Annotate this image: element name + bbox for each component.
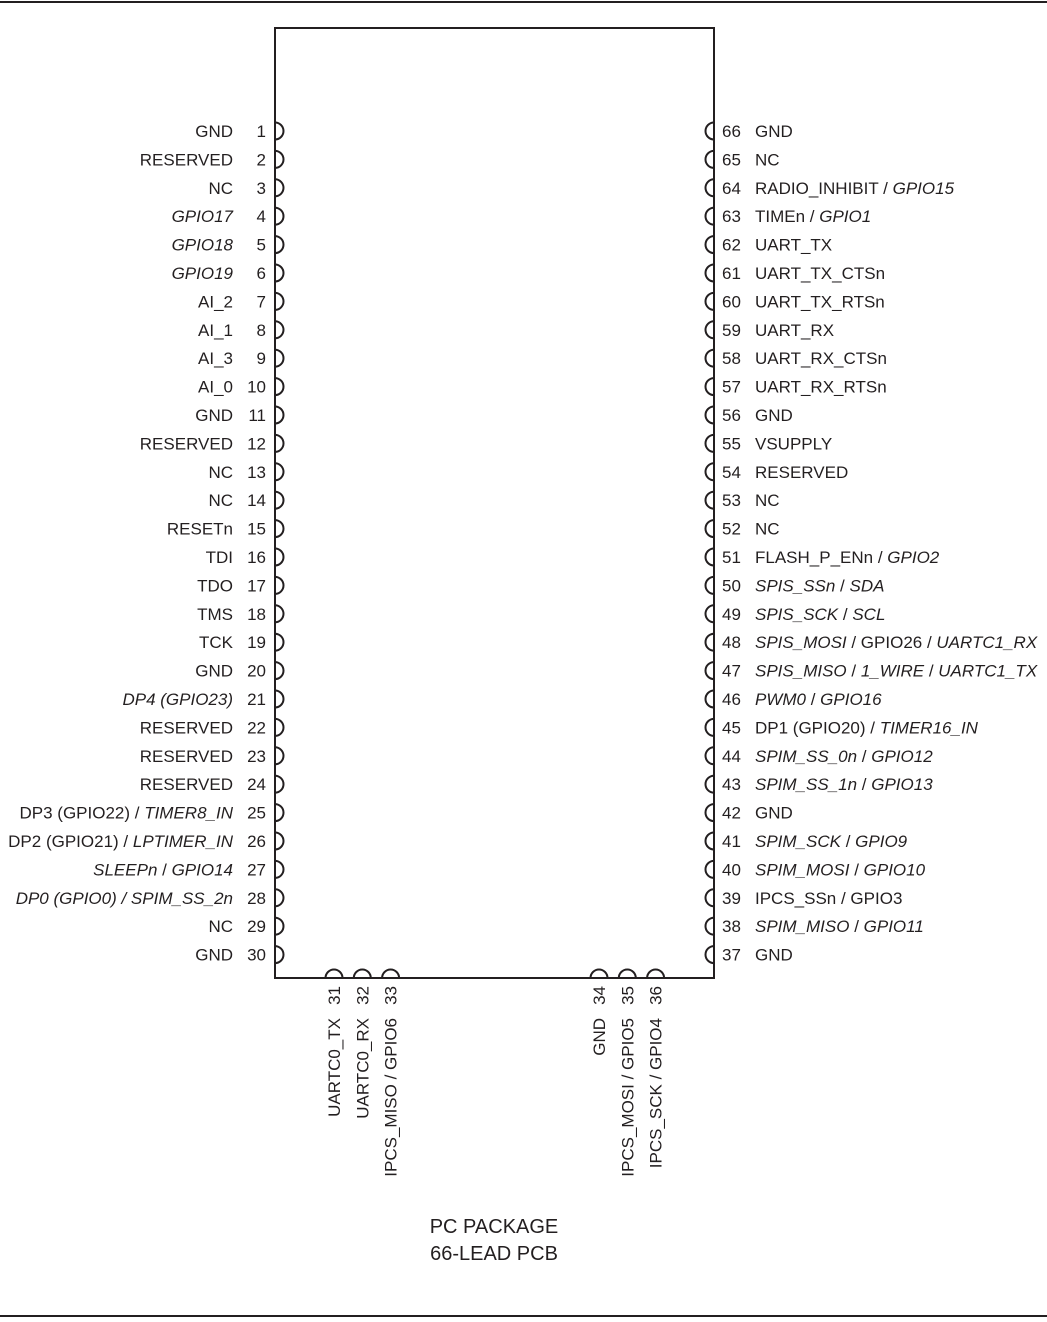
pin-number: 40	[722, 860, 741, 880]
pin-number: 2	[256, 150, 266, 170]
pin-pad	[275, 747, 284, 764]
pin-53	[706, 491, 780, 510]
pin-number: 26	[247, 832, 266, 851]
pin-pad	[275, 662, 284, 679]
pin-label: TDO	[197, 576, 233, 596]
pin-50	[706, 576, 885, 595]
pin-29	[208, 917, 283, 936]
pin-number: 13	[247, 462, 266, 482]
pin-number: 33	[381, 986, 401, 1005]
pin-pad	[275, 265, 284, 282]
pin-label: RESERVED	[139, 434, 233, 454]
pin-pad	[275, 577, 284, 594]
pin-number: 53	[722, 491, 741, 511]
pin-58	[706, 349, 887, 368]
pin-number: 44	[722, 746, 741, 766]
pin-35	[618, 970, 637, 1177]
pin-label: NC	[208, 462, 233, 482]
pin-pad	[706, 151, 715, 168]
pin-number: 19	[247, 633, 266, 653]
pin-65	[706, 150, 780, 169]
pin-number: 49	[722, 604, 741, 624]
pin-label: DP2 (GPIO21) / LPTIMER_IN	[8, 832, 233, 851]
pin-23	[140, 747, 284, 766]
pin-label: GND	[590, 1018, 609, 1056]
pin-1	[195, 122, 283, 141]
pin-pad	[275, 520, 284, 537]
pin-label: SPIS_SSn / SDA	[755, 576, 885, 596]
pin-label: DP0 (GPIO0) / SPIM_SS_2n	[15, 888, 233, 908]
pin-number: 3	[256, 178, 266, 198]
pin-pad	[706, 378, 715, 395]
pin-label: SPIM_SCK / GPIO9	[755, 832, 908, 851]
pin-number: 9	[256, 349, 266, 369]
pin-37	[706, 946, 793, 965]
pin-number: 7	[256, 292, 266, 312]
pin-label: UART_TX_RTSn	[755, 292, 885, 312]
pin-52	[706, 520, 780, 539]
pin-25	[20, 804, 284, 823]
pin-33	[382, 970, 401, 1177]
pin-label: RESETn	[166, 519, 233, 539]
pin-pad	[706, 889, 715, 906]
pin-7	[198, 292, 283, 311]
pin-15	[167, 520, 284, 539]
pin-28	[16, 889, 284, 908]
pin-number: 32	[353, 986, 373, 1005]
pin-pad	[275, 179, 284, 196]
pin-number: 64	[722, 178, 741, 198]
pin-40	[706, 860, 926, 879]
pin-pad	[275, 492, 284, 509]
pin-label: SLEEPn / GPIO14	[93, 860, 233, 880]
pin-34	[590, 970, 609, 1056]
pin-number: 41	[722, 832, 741, 851]
pin-label: GND	[755, 803, 793, 823]
pin-label: UART_RX_CTSn	[755, 349, 887, 369]
pin-pad	[706, 747, 715, 764]
pin-pad	[706, 804, 715, 821]
pin-label: GND	[195, 406, 233, 425]
pin-pad	[275, 549, 284, 566]
pin-label: SPIM_MISO / GPIO11	[755, 917, 924, 937]
pin-number: 55	[722, 434, 741, 454]
pin-pad	[706, 435, 715, 452]
pin-number: 17	[247, 576, 266, 596]
pin-number: 56	[722, 406, 741, 425]
pin-6	[172, 264, 284, 283]
pin-number: 25	[247, 803, 266, 823]
pin-number: 45	[722, 718, 741, 738]
pin-26	[8, 832, 283, 851]
pin-number: 14	[247, 491, 266, 511]
pin-label: RADIO_INHIBIT / GPIO15	[755, 178, 955, 198]
pin-label: GND	[755, 122, 793, 141]
pin-pad	[275, 861, 284, 878]
pin-pad	[275, 889, 284, 906]
pin-43	[706, 775, 934, 794]
pin-46	[706, 690, 883, 709]
pin-pad	[706, 634, 715, 651]
pin-27	[93, 860, 283, 879]
pin-19	[199, 633, 284, 652]
pin-number: 61	[722, 264, 741, 283]
pin-20	[195, 662, 283, 681]
pin-pad	[706, 776, 715, 793]
pin-32	[353, 970, 372, 1119]
pin-pad	[706, 463, 715, 480]
pin-44	[706, 747, 934, 766]
pin-pad	[275, 236, 284, 253]
pin-17	[197, 576, 283, 595]
caption-leads: 66-LEAD PCB	[430, 1243, 558, 1265]
pin-label: NC	[208, 491, 233, 511]
pin-number: 4	[256, 207, 266, 227]
pin-label: SPIS_MOSI / GPIO26 / UARTC1_RX	[755, 633, 1038, 653]
pin-51	[706, 548, 940, 567]
pin-pad	[275, 804, 284, 821]
pin-pad	[706, 918, 715, 935]
pin-label: UARTC0_TX	[325, 1018, 344, 1117]
pin-label: RESERVED	[139, 746, 233, 766]
pin-number: 34	[590, 986, 609, 1005]
pin-pad	[275, 605, 284, 622]
pin-label: NC	[755, 519, 780, 539]
pin-21	[122, 690, 283, 709]
pin-pad	[275, 776, 284, 793]
pin-47	[706, 662, 1038, 681]
pin-pad	[706, 265, 715, 282]
pin-number: 24	[247, 775, 266, 795]
pin-pad	[275, 321, 284, 338]
pin-4	[172, 207, 284, 226]
pin-number: 20	[247, 661, 266, 681]
pin-label: UART_RX	[755, 320, 835, 340]
pin-pad	[382, 970, 399, 979]
pin-49	[706, 605, 886, 624]
pin-number: 31	[325, 986, 344, 1005]
pin-pad	[275, 407, 284, 424]
pin-number: 51	[722, 548, 741, 567]
pin-label: RESERVED	[139, 150, 233, 170]
caption-package: PC PACKAGE	[429, 1216, 559, 1238]
pin-label: NC	[208, 178, 233, 198]
package-body	[275, 28, 714, 978]
pin-number: 29	[247, 917, 266, 937]
pin-number: 65	[722, 150, 741, 170]
pin-14	[208, 491, 283, 510]
pin-pad	[275, 463, 284, 480]
pin-10	[198, 378, 283, 397]
pin-66	[706, 122, 793, 141]
pin-number: 37	[722, 945, 741, 965]
pin-pad	[275, 123, 283, 140]
pin-2	[140, 150, 284, 169]
pin-pad	[619, 970, 636, 979]
pin-number: 58	[722, 349, 741, 369]
pin-pad	[706, 719, 715, 736]
pin-16	[206, 548, 284, 567]
pin-pad	[706, 946, 715, 963]
pin-13	[208, 463, 283, 482]
pin-pad	[706, 662, 715, 679]
pin-pad	[275, 691, 284, 708]
bottom-pin-group	[325, 970, 666, 1177]
pin-label: GND	[195, 945, 233, 965]
pin-label: FLASH_P_ENn / GPIO2	[755, 548, 940, 567]
pin-number: 18	[247, 604, 266, 624]
pin-number: 59	[722, 320, 741, 340]
pin-label: RESERVED	[755, 462, 849, 482]
pin-pad	[706, 549, 715, 566]
pin-59	[706, 321, 835, 340]
pin-11	[195, 406, 283, 425]
pin-pad	[275, 350, 284, 367]
pin-label: UARTC0_RX	[353, 1018, 373, 1119]
pin-pad	[706, 605, 715, 622]
pin-61	[706, 264, 886, 283]
pin-41	[706, 832, 908, 851]
pin-number: 39	[722, 888, 741, 908]
pin-number: 35	[618, 986, 638, 1005]
pin-label: IPCS_SSn / GPIO3	[755, 888, 903, 908]
pin-number: 54	[722, 462, 741, 482]
pin-number: 38	[722, 917, 741, 937]
pin-pad	[706, 407, 715, 424]
pin-pad	[706, 691, 715, 708]
pin-42	[706, 804, 793, 823]
pin-number: 57	[722, 377, 741, 397]
pin-label: TMS	[197, 604, 233, 624]
pin-8	[198, 321, 283, 340]
pin-number: 8	[256, 320, 266, 340]
pin-label: GND	[755, 406, 793, 425]
pin-pad	[706, 321, 715, 338]
pin-pad	[354, 970, 371, 979]
pin-31	[325, 970, 344, 1117]
pin-pad	[275, 435, 284, 452]
pin-pad	[706, 861, 715, 878]
pin-pad	[706, 520, 715, 537]
pin-label: DP4 (GPIO23)	[122, 690, 233, 709]
pin-label: UART_RX_RTSn	[755, 377, 887, 397]
pin-pad	[275, 208, 284, 225]
pin-9	[198, 349, 283, 368]
pin-18	[197, 605, 283, 624]
pin-label: GPIO18	[171, 235, 233, 255]
pin-pad	[647, 970, 664, 979]
pin-label: IPCS_MOSI / GPIO5	[618, 1018, 638, 1177]
pin-55	[706, 434, 833, 453]
pin-number: 1	[256, 122, 266, 141]
pin-54	[706, 463, 849, 482]
pin-number: 52	[722, 519, 741, 539]
pin-label: SPIS_MISO / 1_WIRE / UARTC1_TX	[755, 661, 1038, 681]
pin-label: TCK	[199, 633, 233, 653]
pin-label: SPIM_SS_1n / GPIO13	[755, 775, 933, 795]
pin-label: AI_2	[198, 292, 233, 312]
pin-number: 42	[722, 803, 741, 823]
pin-label: GND	[755, 945, 793, 965]
pin-label: RESERVED	[139, 718, 233, 738]
pin-pad	[275, 293, 284, 310]
pin-label: NC	[208, 917, 233, 937]
pin-45	[706, 718, 979, 737]
pin-number: 27	[247, 860, 266, 880]
pin-pad	[706, 350, 715, 367]
pin-label: AI_0	[198, 377, 233, 397]
pin-label: SPIS_SCK / SCL	[755, 604, 886, 624]
pin-number: 63	[722, 207, 741, 227]
pin-pad	[706, 492, 715, 509]
pin-pad	[706, 179, 715, 196]
pin-label: DP1 (GPIO20) / TIMER16_IN	[755, 718, 978, 738]
pin-label: TDI	[205, 548, 233, 567]
pin-57	[706, 378, 887, 397]
pin-30	[195, 946, 283, 965]
pin-number: 10	[247, 377, 266, 397]
pin-label: NC	[755, 491, 780, 511]
pin-label: UART_TX_CTSn	[755, 264, 886, 283]
pin-label: RESERVED	[139, 775, 233, 795]
pin-number: 11	[248, 406, 266, 425]
pin-pad	[275, 918, 284, 935]
pin-38	[706, 917, 924, 936]
pin-5	[172, 236, 284, 255]
pin-label: VSUPPLY	[755, 434, 833, 454]
left-pin-group	[8, 122, 283, 965]
pin-pad	[706, 577, 715, 594]
pin-pad	[275, 634, 284, 651]
pin-pad	[706, 293, 715, 310]
pin-pad	[326, 970, 343, 979]
pin-number: 15	[247, 519, 266, 539]
pin-label: GND	[195, 661, 233, 681]
pin-pad	[275, 719, 284, 736]
pin-label: TIMEn / GPIO1	[755, 207, 872, 227]
pin-number: 16	[247, 548, 266, 567]
pin-39	[706, 889, 903, 908]
pin-63	[706, 207, 872, 226]
pin-label: SPIM_SS_0n / GPIO12	[755, 746, 933, 766]
pin-label: IPCS_SCK / GPIO4	[646, 1018, 666, 1169]
pin-pad	[275, 151, 284, 168]
pin-24	[140, 775, 284, 794]
pin-number: 66	[722, 122, 741, 141]
pin-pad	[591, 970, 608, 979]
pin-number: 48	[722, 633, 741, 653]
pin-number: 6	[256, 264, 266, 283]
pin-label: UART_TX	[755, 235, 833, 255]
pin-12	[140, 434, 284, 453]
pin-label: IPCS_MISO / GPIO6	[381, 1018, 401, 1177]
pin-pad	[275, 378, 284, 395]
pin-62	[706, 236, 833, 255]
pin-label: PWM0 / GPIO16	[755, 690, 882, 709]
pin-number: 28	[247, 888, 266, 908]
pin-number: 23	[247, 746, 266, 766]
right-pin-group	[706, 122, 1038, 965]
pin-64	[706, 179, 955, 198]
pin-label: AI_1	[198, 320, 233, 340]
pin-number: 36	[646, 986, 666, 1005]
pin-number: 12	[247, 434, 266, 454]
pin-label: GPIO17	[171, 207, 233, 227]
pin-number: 50	[722, 576, 741, 596]
pin-number: 62	[722, 235, 741, 255]
pin-pad	[706, 123, 714, 140]
pin-pad	[706, 208, 715, 225]
pin-number: 22	[247, 718, 266, 738]
pin-label: AI_3	[198, 349, 233, 369]
pin-number: 47	[722, 661, 741, 681]
pin-number: 60	[722, 292, 741, 312]
pin-60	[706, 292, 885, 311]
pin-pad	[275, 946, 284, 963]
pin-label: GND	[195, 122, 233, 141]
pin-56	[706, 406, 793, 425]
pin-48	[706, 633, 1038, 652]
pin-36	[647, 970, 666, 1169]
pin-label: NC	[755, 150, 780, 170]
pin-pad	[275, 833, 284, 850]
pin-label: SPIM_MOSI / GPIO10	[755, 860, 926, 880]
pin-number: 5	[256, 235, 266, 255]
pin-number: 43	[722, 775, 741, 795]
pin-pad	[706, 236, 715, 253]
pin-label: DP3 (GPIO22) / TIMER8_IN	[19, 803, 233, 823]
pin-pad	[706, 833, 715, 850]
pin-label: GPIO19	[171, 264, 233, 283]
pin-number: 21	[247, 690, 266, 709]
pin-number: 30	[247, 945, 266, 965]
pin-22	[140, 718, 284, 737]
pin-number: 46	[722, 690, 741, 709]
pin-3	[208, 179, 283, 198]
